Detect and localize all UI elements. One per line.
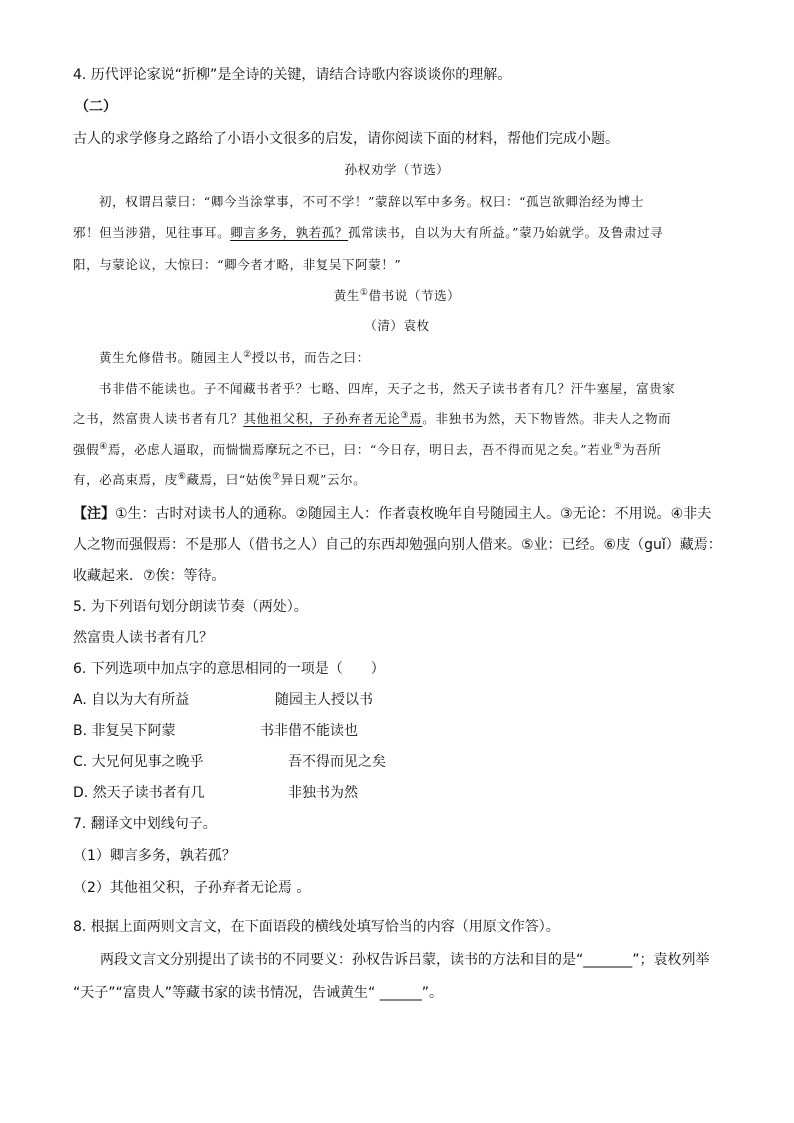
text2-title: 黄生①借书说（节选） bbox=[333, 287, 461, 303]
question-7-part2: （2）其他祖父积，子孙弃者无论焉 。 bbox=[73, 880, 311, 896]
text2-para2-line3: 强假④焉，必虑人逼取，而惴惴焉摩玩之不已，曰：“今日存，明日去，吾不得而见之矣。”若业⑤为吾所 bbox=[73, 441, 662, 457]
option-c-right: 吾不得而见之矣 bbox=[288, 754, 386, 770]
text1-line1: 初，权谓吕蒙曰：“卿今当涂掌事，不可不学！”蒙辞以军中多务。权曰：“孤岂欲卿治经为博士 bbox=[99, 194, 644, 209]
text2-para2-line2: 之书，然富贵人读书者有几？其他祖父积，子孙弃者无论③焉。非独书为然，天下物皆然。非夫人之物而 bbox=[73, 410, 672, 426]
option-c-left: C. 大兄何见事之晚乎 bbox=[73, 754, 204, 770]
text2-para1: 黄生允修借书。随园主人②授以书，而告之曰： bbox=[99, 349, 370, 365]
question-4: 4. 历代评论家说“折柳”是全诗的关键，请结合诗歌内容谈谈你的理解。 bbox=[73, 67, 512, 83]
text2-author: （清）袁枚 bbox=[364, 318, 430, 333]
option-a-left: A. 自以为大有所益 bbox=[73, 692, 190, 708]
question-7-part1: （1）卿言多务，孰若孤？ bbox=[73, 848, 236, 864]
text1-line2: 邪！但当涉猎，见往事耳。卿言多务，孰若孤？孤常读书，自以为大有所益。”蒙乃始就学。及鲁肃过寻 bbox=[73, 225, 664, 240]
note-line2: 人之物而强假焉：不是那人（借书之人）自己的东西却勉强向别人借来。⑤业：已经。⑥庋（guǐ）藏焉： bbox=[73, 537, 722, 553]
intro-text: 古人的求学修身之路给了小语小文很多的启发，请你阅读下面的材料，帮他们完成小题。 bbox=[73, 131, 619, 147]
question-8-line1: 两段文言文分别提出了读书的不同要义：孙权告诉吕蒙，读书的方法和目的是“_______”；袁枚列举 bbox=[100, 952, 710, 968]
section-heading: （二） bbox=[75, 99, 117, 115]
option-d-right: 非独书为然 bbox=[288, 785, 358, 801]
question-8-line2: “天子”“富贵人”等藏书家的读书情况，告诫黄生“ ______”。 bbox=[73, 985, 443, 1001]
question-7: 7. 翻译文中划线句子。 bbox=[73, 816, 217, 832]
text2-para2-line4: 有，必高束焉，庋⑥藏焉，曰“姑俟⑦异日观”云尔。 bbox=[73, 471, 367, 487]
text1-title: 孙权劝学（节选） bbox=[344, 162, 450, 177]
text2-para2-line1: 书非借不能读也。子不闻藏书者乎？七略、四库，天子之书，然天子读书者有几？汗牛塞屋，富贵家 bbox=[99, 381, 676, 396]
option-b-right: 书非借不能读也 bbox=[260, 723, 358, 739]
underlined-sentence-2: 其他祖父积，子孙弃者无论③焉 bbox=[243, 410, 423, 426]
question-5-sentence: 然富贵人读书者有几？ bbox=[73, 630, 213, 646]
note-label: 【注】 bbox=[73, 506, 115, 522]
option-d-left: D. 然天子读书者有几 bbox=[73, 785, 205, 801]
question-8: 8. 根据上面两则文言文，在下面语段的横线处填写恰当的内容（用原文作答）。 bbox=[73, 919, 560, 935]
note-line3: 收藏起来．⑦俟：等待。 bbox=[73, 568, 226, 584]
question-6: 6. 下列选项中加点字的意思相同的一项是（ ） bbox=[73, 661, 385, 677]
text1-line3: 阳，与蒙论议，大惊曰：“卿今者才略，非复吴下阿蒙！” bbox=[73, 257, 402, 272]
note-line1: 【注】①生：古时对读书人的通称。②随园主人：作者袁枚晚年自号随园主人。③无论：不用说。④非夫 bbox=[73, 506, 712, 522]
question-5: 5. 为下列语句划分朗读节奏（两处）。 bbox=[73, 599, 308, 615]
underlined-sentence-1: 卿言多务，孰若孤？ bbox=[230, 225, 349, 240]
option-a-right: 随园主人授以书 bbox=[275, 692, 373, 708]
option-b-left: B. 非复吴下阿蒙 bbox=[73, 723, 176, 739]
